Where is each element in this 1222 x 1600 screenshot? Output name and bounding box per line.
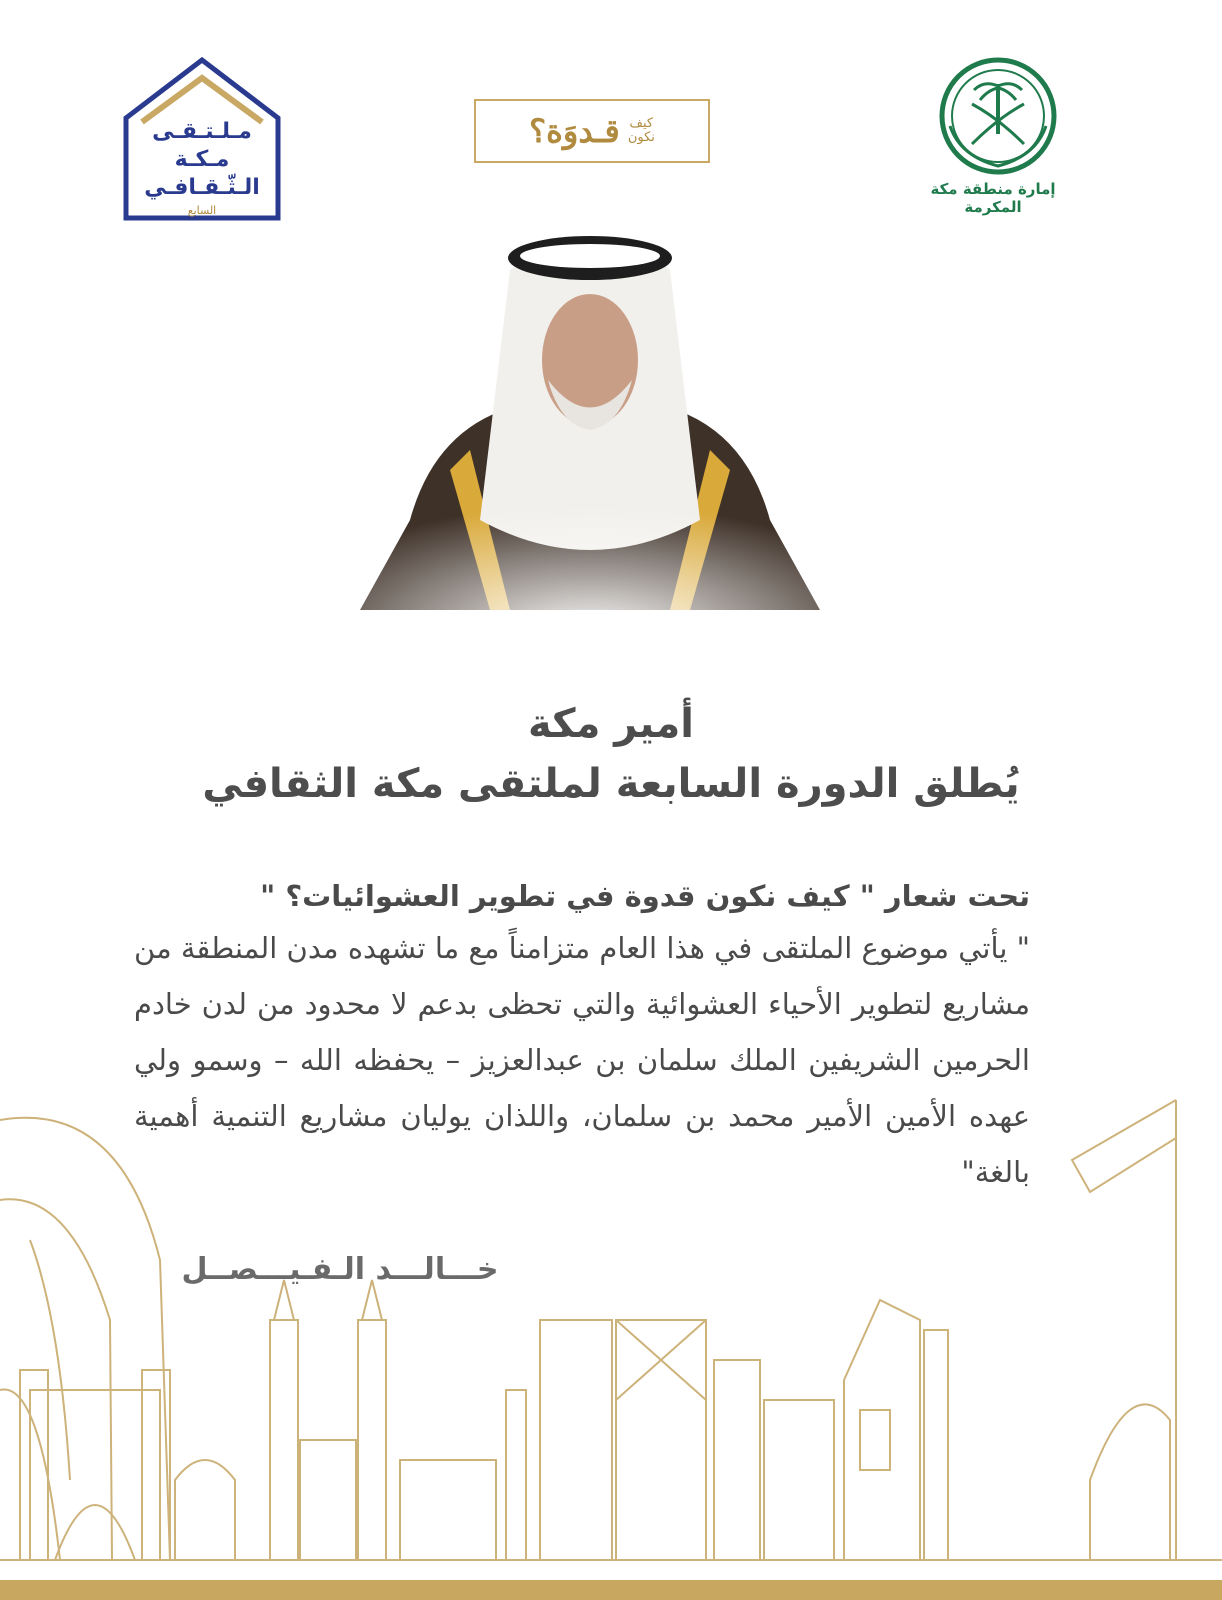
article-paragraph: " يأتي موضوع الملتقى في هذا العام متزامناً مع ما تشهده مدن المنطقة من مشاريع لتطوير الأحياء العشوائية والتي تحظى بدعم لا محدود من لدن خادم الحرمين الشريفين الملك سلمان بن عبدالعزيز – يحفظه الله – وسمو ولي عهده الأمين الأمير محمد بن سلمان، واللذان يوليان مشاريع التنمية أهمية بالغة" <box>134 931 1030 1189</box>
forum-logo-line1: مـلـتـقـى <box>152 119 252 144</box>
slogan-big: قـدوَة؟ <box>529 112 620 150</box>
portrait-illustration <box>320 220 860 680</box>
emirate-name: إمارة منطقة مكة المكرمة <box>930 180 1056 216</box>
slogan-small-top: كيف <box>629 116 654 131</box>
portrait-photo <box>320 220 860 680</box>
article-body <box>134 872 1030 1200</box>
forum-logo-line3: الـثّـقـافـي <box>144 175 260 200</box>
forum-logo-line2: مـكـة <box>174 147 230 172</box>
slogan-badge <box>474 99 710 163</box>
emirate-logo <box>900 56 1086 216</box>
forum-logo <box>122 56 282 222</box>
headline-title: أمير مكة <box>528 701 694 747</box>
headline-subtitle: يُطلق الدورة السابعة لملتقى مكة الثقافي <box>202 761 1020 807</box>
forum-logo-edition: السابع <box>187 204 217 217</box>
signature: خـــالـــد الـفـيـــصــل <box>181 1252 499 1287</box>
headline <box>100 695 1122 815</box>
bottom-gold-bar <box>0 1580 1222 1600</box>
slogan-small-bottom: نكون <box>627 130 655 145</box>
article-subhead: تحت شعار " كيف نكون قدوة في تطوير العشوائيات؟ " <box>260 879 1030 913</box>
saudi-emblem-icon <box>900 56 1086 186</box>
slogan-small <box>628 117 655 145</box>
